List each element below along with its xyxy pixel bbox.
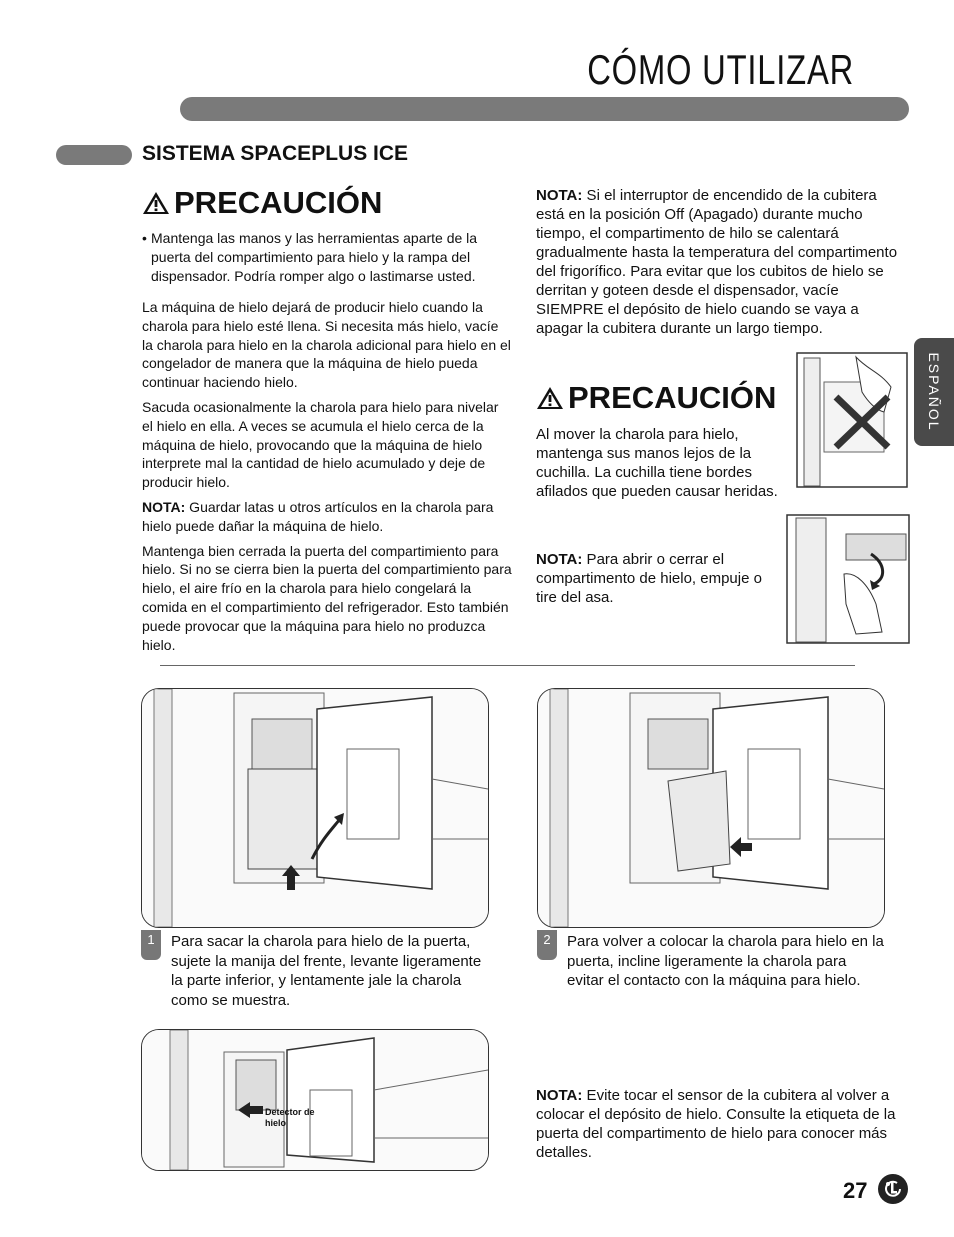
note-paragraph [142,498,512,536]
ice-sensor-label-line2: hielo [265,1118,287,1128]
caution-title-1: PRECAUCIÓN [174,185,383,220]
paragraph-1: La máquina de hielo dejará de producir hielo cuando la charola para hielo esté llena. Si necesita más hielo, vacíe la charola para hielo en la charola adicional para hielo en el congelador de manera que la máquina de hielo pueda continuar haciendo hielo. [142,299,511,391]
language-tab [914,338,954,446]
caution-heading-1 [142,185,382,221]
lg-logo-icon [877,1173,909,1205]
section-title: SISTEMA SPACEPLUS ICE [142,142,409,165]
remove-tray-illustration [142,689,488,927]
note-label: NOTA: [142,498,186,515]
note2-text: Para abrir o cerrar el compartimento de hielo, empuje o tire del asa. [536,551,762,606]
caution-bullet-text: Mantenga las manos y las herramientas aparte de la puerta del compartimiento para hielo y la rampa del dispensador. Podría romper algo o lastimarse usted. [151,230,478,284]
warning-icon [142,190,170,216]
page-title: CÓMO UTILIZAR [587,46,854,93]
caution-text-2: Al mover la charola para hielo, mantenga sus manos lejos de la cuchilla. La cuchilla tiene bordes afilados que pueden causar heridas. [536,426,778,500]
ice-sensor-label-line1: Detector de [265,1107,315,1117]
paragraph-3: Mantenga bien cerrada la puerta del compartimiento para hielo. Si no se cierra bien la puerta del compartimiento para hielo, el aire frío en la charola para hielo congelará la comida en el compartimiento del refrigerador. Esto también puede provocar que la máquina para hielo no produzca hielo. [142,542,512,653]
step-number-1: 1 [141,930,161,960]
caution-heading-2 [536,380,776,416]
caution-bullet-1: • Mantenga las manos y las herramientas aparte de la puerta del compartimiento para hielo y la rampa del dispensador. Podría romper algo o lastimarse usted. [142,229,492,285]
handle-illustration [786,514,910,644]
right-note-2 [536,550,781,607]
step-text-1: Para sacar la charola para hielo de la puerta, sujete la manija del frente, levante ligeramente la parte inferior, y lentamente jale la charola como se muestra. [171,933,482,1009]
step-number-2: 2 [537,930,557,960]
note2-label: NOTA: [536,551,583,568]
paragraph-2: Sacuda ocasionalmente la charola para hielo para nivelar el hielo en ella. A veces se acumula el hielo cerca de la máquina de hielo, provocando que la máquina de hielo interprete mal la cantidad de hielo acumulado y deje de producir hielo. [142,398,499,491]
figure-remove-tray [141,688,489,928]
note1-text: Si el interruptor de encendido de la cubitera está en la posición Off (Apagado) durante mucho tiempo, el compartimento de hilo se calentará gradualmente hasta la temperatura del compartimento del frigorífico. Para evitar que los cubitos de hielo se derritan y goteen desde el dispensador, vacíe SIEMPRE el depósito de hielo cuando se vaya a apagar la cubitera durante un largo tiempo. [536,187,898,337]
warning-icon [536,385,564,411]
replace-tray-illustration [538,689,884,927]
figure-ice-sensor [141,1029,489,1171]
note3-label: NOTA: [536,1087,583,1104]
section-pill [56,145,132,165]
ice-sensor-illustration [142,1030,488,1170]
note1-label: NOTA: [536,187,583,204]
note-text: Guardar latas u otros artículos en la charola para hielo puede dañar la máquina de hielo. [142,498,494,534]
figure-replace-tray [537,688,885,928]
blade-warning-illustration [796,352,908,488]
left-body [142,298,512,660]
right-note-1 [536,186,908,338]
right-note-3 [536,1086,908,1162]
note3-text: Evite tocar el sensor de la cubitera al volver a colocar el depósito de hielo. Consulte la etiqueta de la puerta del compartimento de hielo para conocer más detalles. [536,1087,896,1161]
section-divider [160,665,855,666]
caution-title-2: PRECAUCIÓN [568,380,777,415]
language-tab-label: ESPAÑOL [926,352,942,432]
header-bar [180,97,909,121]
page-number: 27 [843,1178,868,1203]
ice-sensor-label [265,1107,315,1129]
step-text-2: Para volver a colocar la charola para hielo en la puerta, incline ligeramente la charola para evitar el contacto con la máquina para hielo. [567,933,884,989]
